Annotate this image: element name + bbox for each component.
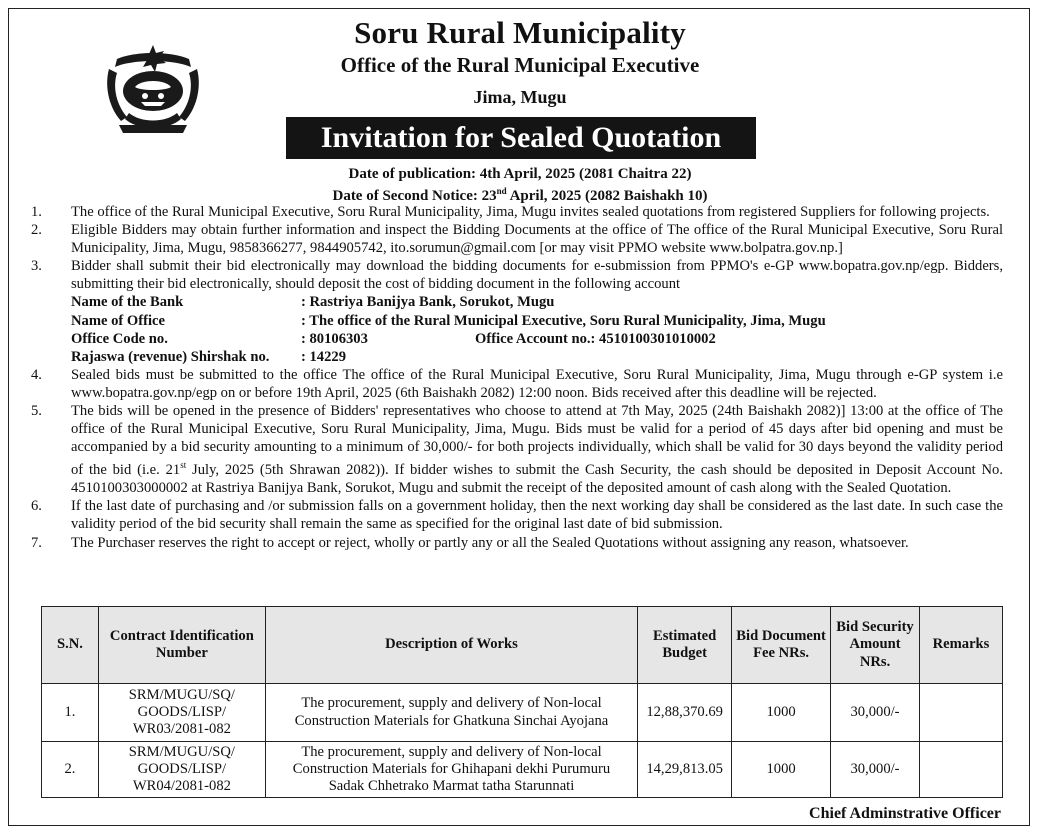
cell-sn: 1. xyxy=(42,684,99,742)
item-number: 2. xyxy=(31,222,42,239)
item-text: Eligible Bidders may obtain further information and inspect the Bidding Documents at the office of The office of the Rural Municipal Executive, Soru Rural Municipality, Jima, Mugu, 9858366277, 9844905742, ito.sorumun@gmail.com [or may visit PPMO website www.bolpatra.gov.np.] xyxy=(71,222,1003,257)
office-account-number: Office Account no.: 4510100301010002 xyxy=(475,330,716,347)
table-row xyxy=(42,742,1003,798)
list-item xyxy=(31,203,1003,221)
item-number: 5. xyxy=(31,403,42,420)
publication-date: Date of publication: 4th April, 2025 (2081 Chaitra 22) xyxy=(348,166,692,182)
list-item xyxy=(31,402,1003,497)
cell-remarks xyxy=(919,742,1002,798)
office-name-value: : The office of the Rural Municipal Executive, Soru Rural Municipality, Jima, Mugu xyxy=(301,312,826,329)
cell-description: The procurement, supply and delivery of Non-local Construction Materials for Ghihapani dekhi Purumuru Sadak Chhetrako Marmat tatha Starunnati xyxy=(265,742,637,798)
column-header-security: Bid Security Amount NRs. xyxy=(831,607,920,684)
column-header-budget: Estimated Budget xyxy=(638,607,732,684)
office-subtitle: Office of the Rural Municipal Executive xyxy=(340,53,700,77)
item-number: 3. xyxy=(31,258,42,275)
cell-fee: 1000 xyxy=(732,742,831,798)
item-text: If the last date of purchasing and /or submission falls on a government holiday, then the next working day shall be considered as the last date. In such case the validity period of the bid security shall remain the same as specified for the original last date of bid submission. xyxy=(71,498,1003,533)
office-code-value: : 80106303 xyxy=(301,330,368,347)
column-header-fee: Bid Document Fee NRs. xyxy=(732,607,831,684)
rajaswa-label: Rajaswa (revenue) Shirshak no. xyxy=(71,348,270,365)
item-number: 6. xyxy=(31,498,42,515)
table-header-row xyxy=(42,607,1003,684)
office-name-label: Name of Office xyxy=(71,312,166,329)
bank-account-details xyxy=(71,293,1003,365)
column-header-remarks: Remarks xyxy=(919,607,1002,684)
item-text: Sealed bids must be submitted to the office The office of the Rural Municipal Executive, Soru Rural Municipality, Jima, Mugu through e-GP system i.e www.bopatra.gov.np/egp on or before 19th April, 2025 (6th Baishakh 2082) 12:00 noon. Bids received after this deadline will be rejected. xyxy=(71,366,1003,401)
second-notice-date: Date of Second Notice: 23nd April, 2025 (2082 Baishakh 10) xyxy=(332,186,708,204)
column-header-sn: S.N. xyxy=(42,607,99,684)
notice-items xyxy=(31,203,1003,552)
cell-security: 30,000/- xyxy=(831,684,920,742)
column-header-description: Description of Works xyxy=(265,607,637,684)
signature-line: Chief Adminstrative Officer xyxy=(809,805,1001,822)
cell-remarks xyxy=(919,684,1002,742)
cell-fee: 1000 xyxy=(732,684,831,742)
cell-contract-id: SRM/MUGU/SQ/ GOODS/LISP/ WR04/2081-082 xyxy=(98,742,265,798)
item-text: Bidder shall submit their bid electronically may download the bidding documents for e-submission from PPMO's e-GP www.bopatra.gov.np/egp. Bidders, submitting their bid electronically, should deposit the cost of bidding document in the following account xyxy=(71,258,1003,293)
list-item xyxy=(31,366,1003,402)
list-item xyxy=(31,497,1003,533)
notice-banner: Invitation for Sealed Quotation xyxy=(286,117,756,159)
item-text: The office of the Rural Municipal Executive, Soru Rural Municipality, Jima, Mugu invites sealed quotations from registered Suppliers for following projects. xyxy=(71,204,990,220)
notice-page xyxy=(8,8,1030,826)
bank-name-label: Name of the Bank xyxy=(71,294,184,311)
office-code-label: Office Code no. xyxy=(71,330,168,347)
list-item xyxy=(31,221,1003,257)
item-text: The bids will be opened in the presence of Bidders' representatives who choose to attend at 7th May, 2025 (24th Baishakh 2082)] 13:00 at the office of The office of the Rural Municipal Executive, Soru Rural Municipality, Jima, Mugu. Bids must be valid for a period of 45 days after bid opening and must be accompanied by a bid security amounting to a minimum of 30,000/- for both projects individually, which shall be valid for 30 days beyond the validity period of the bid (i.e. 21st July, 2025 (5th Shrawan 2082)). If bidder wishes to submit the Cash Security, the cash should be deposited in Deposit Account No. 4510100303000002 at Rastriya Banijya Bank, Sorukot, Mugu and submit the receipt of the deposited amount of cash along with the Sealed Quotation. xyxy=(71,403,1004,497)
cell-description: The procurement, supply and delivery of Non-local Construction Materials for Ghatkuna Sinchai Ayojana xyxy=(265,684,637,742)
publication-dates xyxy=(9,166,1031,205)
cell-budget: 12,88,370.69 xyxy=(638,684,732,742)
works-table xyxy=(41,606,1003,798)
cell-contract-id: SRM/MUGU/SQ/ GOODS/LISP/ WR03/2081-082 xyxy=(98,684,265,742)
table-row xyxy=(42,684,1003,742)
column-header-contract-id: Contract Identification Number xyxy=(98,607,265,684)
item-number: 7. xyxy=(31,534,42,551)
page-title: Soru Rural Municipality xyxy=(354,15,686,50)
list-item xyxy=(31,257,1003,366)
cell-sn: 2. xyxy=(42,742,99,798)
bank-name-value: : Rastriya Banijya Bank, Sorukot, Mugu xyxy=(301,294,555,311)
rajaswa-value: : 14229 xyxy=(301,348,346,365)
item-text: The Purchaser reserves the right to accept or reject, wholly or partly any or all the Sealed Quotations without assigning any reason, whatsoever. xyxy=(71,534,909,551)
item-number: 4. xyxy=(31,366,42,383)
location-line: Jima, Mugu xyxy=(473,87,567,107)
cell-security: 30,000/- xyxy=(831,742,920,798)
item-number: 1. xyxy=(31,204,42,220)
list-item xyxy=(31,534,1003,552)
cell-budget: 14,29,813.05 xyxy=(638,742,732,798)
